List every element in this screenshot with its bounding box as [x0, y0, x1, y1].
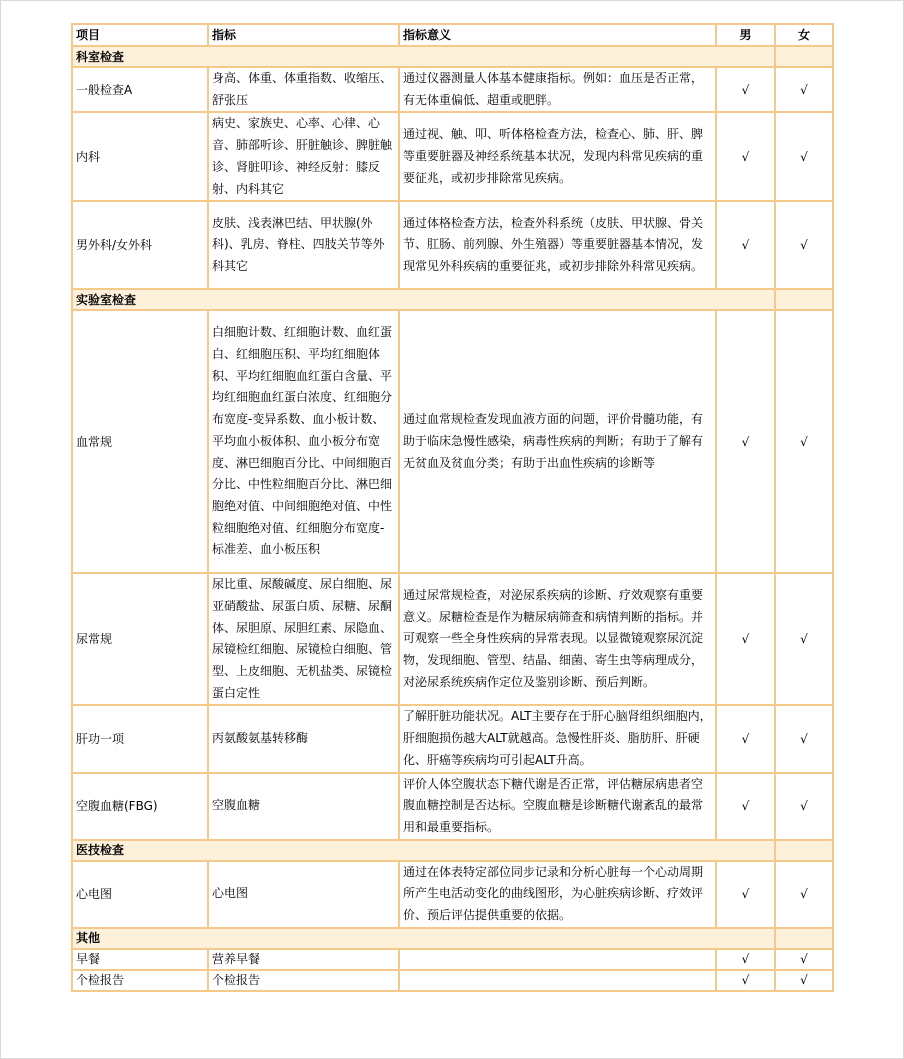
female-check: √: [775, 705, 833, 772]
section-blank-cell: [775, 840, 833, 861]
indicator-cell: 病史、家族史、心率、心律、心音、肺部听诊、肝脏触诊、脾脏触诊、肾脏叩诊、神经反射：膝反射、内科其它: [208, 112, 399, 201]
item-cell: 一般检查A: [72, 67, 208, 112]
section-title: 医技检查: [72, 840, 775, 861]
header-item: 项目: [72, 24, 208, 46]
male-check: √: [716, 970, 775, 991]
indicator-cell: 身高、体重、体重指数、收缩压、舒张压: [208, 67, 399, 112]
meaning-cell: 通过视、触、叩、听体格检查方法，检查心、肺、肝、脾等重要脏器及神经系统基本状况，发现内科常见疾病的重要征兆，或初步排除常见疾病。: [399, 112, 716, 201]
section-blank-cell: [775, 46, 833, 67]
meaning-cell: 通过体格检查方法，检查外科系统（皮肤、甲状腺、骨关节、肛肠、前列腺、外生殖器）等重要脏器基本情况，发现常见外科疾病的重要征兆，或初步排除外科常见疾病。: [399, 201, 716, 289]
section-title: 其他: [72, 928, 775, 949]
section-row: [72, 928, 833, 949]
indicator-cell: 空腹血糖: [208, 773, 399, 840]
section-row: [72, 46, 833, 67]
meaning-cell: 通过尿常规检查，对泌尿系疾病的诊断、疗效观察有重要意义。尿糖检查是作为糖尿病筛查和病情判断的指标。并可观察一些全身性疾病的异常表现。以显微镜观察尿沉淀物，发现细胞、管型、结晶、细菌、寄生虫等病理成分，对泌尿系统疾病作定位及鉴别诊断、预后判断。: [399, 573, 716, 705]
table-row: [72, 573, 833, 705]
table-row: [72, 310, 833, 573]
indicator-cell: 丙氨酸氨基转移酶: [208, 705, 399, 772]
section-row: [72, 840, 833, 861]
male-check: √: [716, 310, 775, 573]
header-row: [72, 24, 833, 46]
header-female: 女: [775, 24, 833, 46]
meaning-cell: 通过血常规检查发现血液方面的问题，评价骨髓功能，有助于临床急慢性感染，病毒性疾病的判断；有助于了解有无贫血及贫血分类；有助于出血性疾病的诊断等: [399, 310, 716, 573]
table-row: [72, 970, 833, 991]
female-check: √: [775, 67, 833, 112]
header-indicator: 指标: [208, 24, 399, 46]
indicator-cell: 皮肤、浅表淋巴结、甲状腺(外科)、乳房、脊柱、四肢关节等外科其它: [208, 201, 399, 289]
male-check: √: [716, 573, 775, 705]
female-check: √: [775, 310, 833, 573]
male-check: √: [716, 949, 775, 970]
male-check: √: [716, 705, 775, 772]
item-cell: 个检报告: [72, 970, 208, 991]
checkup-table: [71, 23, 834, 992]
indicator-cell: 心电图: [208, 861, 399, 928]
table-row: [72, 949, 833, 970]
section-blank-cell: [775, 289, 833, 310]
indicator-cell: 营养早餐: [208, 949, 399, 970]
section-title: 科室检查: [72, 46, 775, 67]
meaning-cell: 了解肝脏功能状况。ALT主要存在于肝心脑肾组织细胞内，肝细胞损伤越大ALT就越高。急慢性肝炎、脂肪肝、肝硬化、肝癌等疾病均可引起ALT升高。: [399, 705, 716, 772]
meaning-cell: 评价人体空腹状态下糖代谢是否正常，评估糖尿病患者空腹血糖控制是否达标。空腹血糖是诊断糖代谢紊乱的最常用和最重要指标。: [399, 773, 716, 840]
item-cell: 心电图: [72, 861, 208, 928]
meaning-cell: 通过在体表特定部位同步记录和分析心脏每一个心动周期所产生电活动变化的曲线图形，为心脏疾病诊断、疗效评价、预后评估提供重要的依据。: [399, 861, 716, 928]
indicator-cell: 个检报告: [208, 970, 399, 991]
table-row: [72, 112, 833, 201]
item-cell: 早餐: [72, 949, 208, 970]
item-cell: 男外科/女外科: [72, 201, 208, 289]
male-check: √: [716, 201, 775, 289]
item-cell: 肝功一项: [72, 705, 208, 772]
male-check: √: [716, 773, 775, 840]
female-check: √: [775, 773, 833, 840]
female-check: √: [775, 861, 833, 928]
male-check: √: [716, 861, 775, 928]
meaning-cell: [399, 970, 716, 991]
male-check: √: [716, 112, 775, 201]
female-check: √: [775, 949, 833, 970]
female-check: √: [775, 970, 833, 991]
indicator-cell: 尿比重、尿酸碱度、尿白细胞、尿亚硝酸盐、尿蛋白质、尿糖、尿酮体、尿胆原、尿胆红素、尿隐血、尿镜检红细胞、尿镜检白细胞、管型、上皮细胞、无机盐类、尿镜检蛋白定性: [208, 573, 399, 705]
female-check: √: [775, 573, 833, 705]
header-meaning: 指标意义: [399, 24, 716, 46]
table-row: [72, 201, 833, 289]
female-check: √: [775, 112, 833, 201]
female-check: √: [775, 201, 833, 289]
table-row: [72, 705, 833, 772]
section-blank-cell: [775, 928, 833, 949]
table-row: [72, 67, 833, 112]
table-row: [72, 773, 833, 840]
item-cell: 尿常规: [72, 573, 208, 705]
item-cell: 内科: [72, 112, 208, 201]
item-cell: 血常规: [72, 310, 208, 573]
male-check: √: [716, 67, 775, 112]
section-title: 实验室检查: [72, 289, 775, 310]
header-male: 男: [716, 24, 775, 46]
indicator-cell: 白细胞计数、红细胞计数、血红蛋白、红细胞压积、平均红细胞体积、平均红细胞血红蛋白含量、平均红细胞血红蛋白浓度、红细胞分布宽度-变异系数、血小板计数、平均血小板体积、血小板分布宽度、淋巴细胞百分比、中间细胞百分比、中性粒细胞百分比、淋巴细胞绝对值、中间细胞绝对值、中性粒细胞绝对值、红细胞分布宽度-标准差、血小板压积: [208, 310, 399, 573]
section-row: [72, 289, 833, 310]
meaning-cell: 通过仪器测量人体基本健康指标。例如：血压是否正常，有无体重偏低、超重或肥胖。: [399, 67, 716, 112]
meaning-cell: [399, 949, 716, 970]
table-row: [72, 861, 833, 928]
item-cell: 空腹血糖(FBG): [72, 773, 208, 840]
